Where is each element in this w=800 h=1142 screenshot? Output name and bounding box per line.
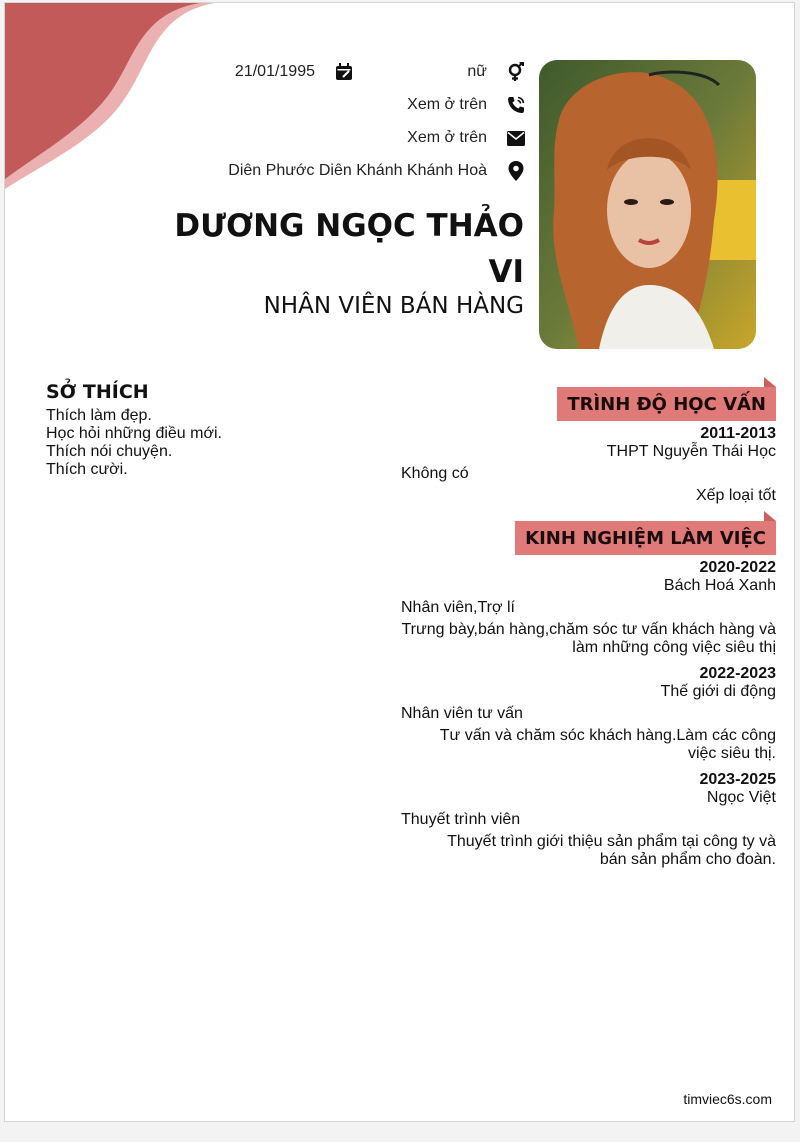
experience-period: 2022-2023 <box>699 665 776 682</box>
address-text: Diên Phước Diên Khánh Khánh Hoà <box>228 162 487 179</box>
email-row <box>305 127 527 149</box>
calendar-icon <box>333 61 355 83</box>
gender-row <box>385 61 527 83</box>
phone-row <box>305 94 527 116</box>
birthdate-row <box>205 61 355 83</box>
experience-company: Bách Hoá Xanh <box>663 577 776 594</box>
hobby-item: Thích làm đẹp. <box>46 407 152 424</box>
footer-site: timviec6s.com <box>683 1091 772 1107</box>
education-header <box>401 377 776 421</box>
education-title: TRÌNH ĐỘ HỌC VẤN <box>557 387 776 421</box>
right-column <box>401 377 776 869</box>
mail-icon <box>505 127 527 149</box>
experience-role: Nhân viên,Trợ lí <box>401 599 515 616</box>
experience-desc: Tư vấn và chăm sóc khách hàng.Làm các công việc siêu thị. <box>439 727 776 762</box>
job-title: NHÂN VIÊN BÁN HÀNG <box>263 293 524 319</box>
gender-icon <box>505 61 527 83</box>
experience-desc: Trưng bày,bán hàng,chăm sóc tư vấn khách hàng và làm những công việc siêu thị <box>401 621 776 656</box>
phone-icon <box>505 94 527 116</box>
experience-period: 2023-2025 <box>699 771 776 788</box>
name-line-2: VI <box>488 254 524 290</box>
experience-item <box>401 771 776 869</box>
hobbies-section <box>46 381 376 479</box>
address-row <box>155 160 527 182</box>
hobby-item: Học hỏi những điều mới. <box>46 425 222 442</box>
profile-photo <box>539 60 756 349</box>
phone-text: Xem ở trên <box>407 96 487 113</box>
experience-header <box>401 511 776 555</box>
email-text: Xem ở trên <box>407 129 487 146</box>
location-icon <box>505 160 527 182</box>
candidate-name <box>164 203 524 295</box>
education-school: THPT Nguyễn Thái Học <box>606 443 776 460</box>
name-line-1: DƯƠNG NGỌC THẢO <box>174 208 524 244</box>
cv-page <box>4 2 795 1122</box>
experience-company: Thế giới di động <box>660 683 776 700</box>
education-major: Không có <box>401 465 469 482</box>
experience-title: KINH NGHIỆM LÀM VIỆC <box>515 521 776 555</box>
experience-item <box>401 559 776 657</box>
education-grade: Xếp loại tốt <box>695 487 776 504</box>
hobbies-title: SỞ THÍCH <box>46 381 149 403</box>
experience-desc: Thuyết trình giới thiệu sản phẩm tại công ty và bán sản phẩm cho đoàn. <box>447 833 776 868</box>
education-period: 2011-2013 <box>700 425 776 442</box>
experience-role: Nhân viên tư vấn <box>401 705 523 722</box>
experience-item <box>401 665 776 763</box>
experience-role: Thuyết trình viên <box>401 811 521 828</box>
experience-company: Ngọc Việt <box>706 789 776 806</box>
experience-period: 2020-2022 <box>699 559 776 576</box>
gender-text: nữ <box>467 63 487 80</box>
hobby-item: Thích nói chuyện. <box>46 443 173 460</box>
hobby-item: Thích cười. <box>46 461 128 478</box>
birthdate-text: 21/01/1995 <box>234 63 315 80</box>
